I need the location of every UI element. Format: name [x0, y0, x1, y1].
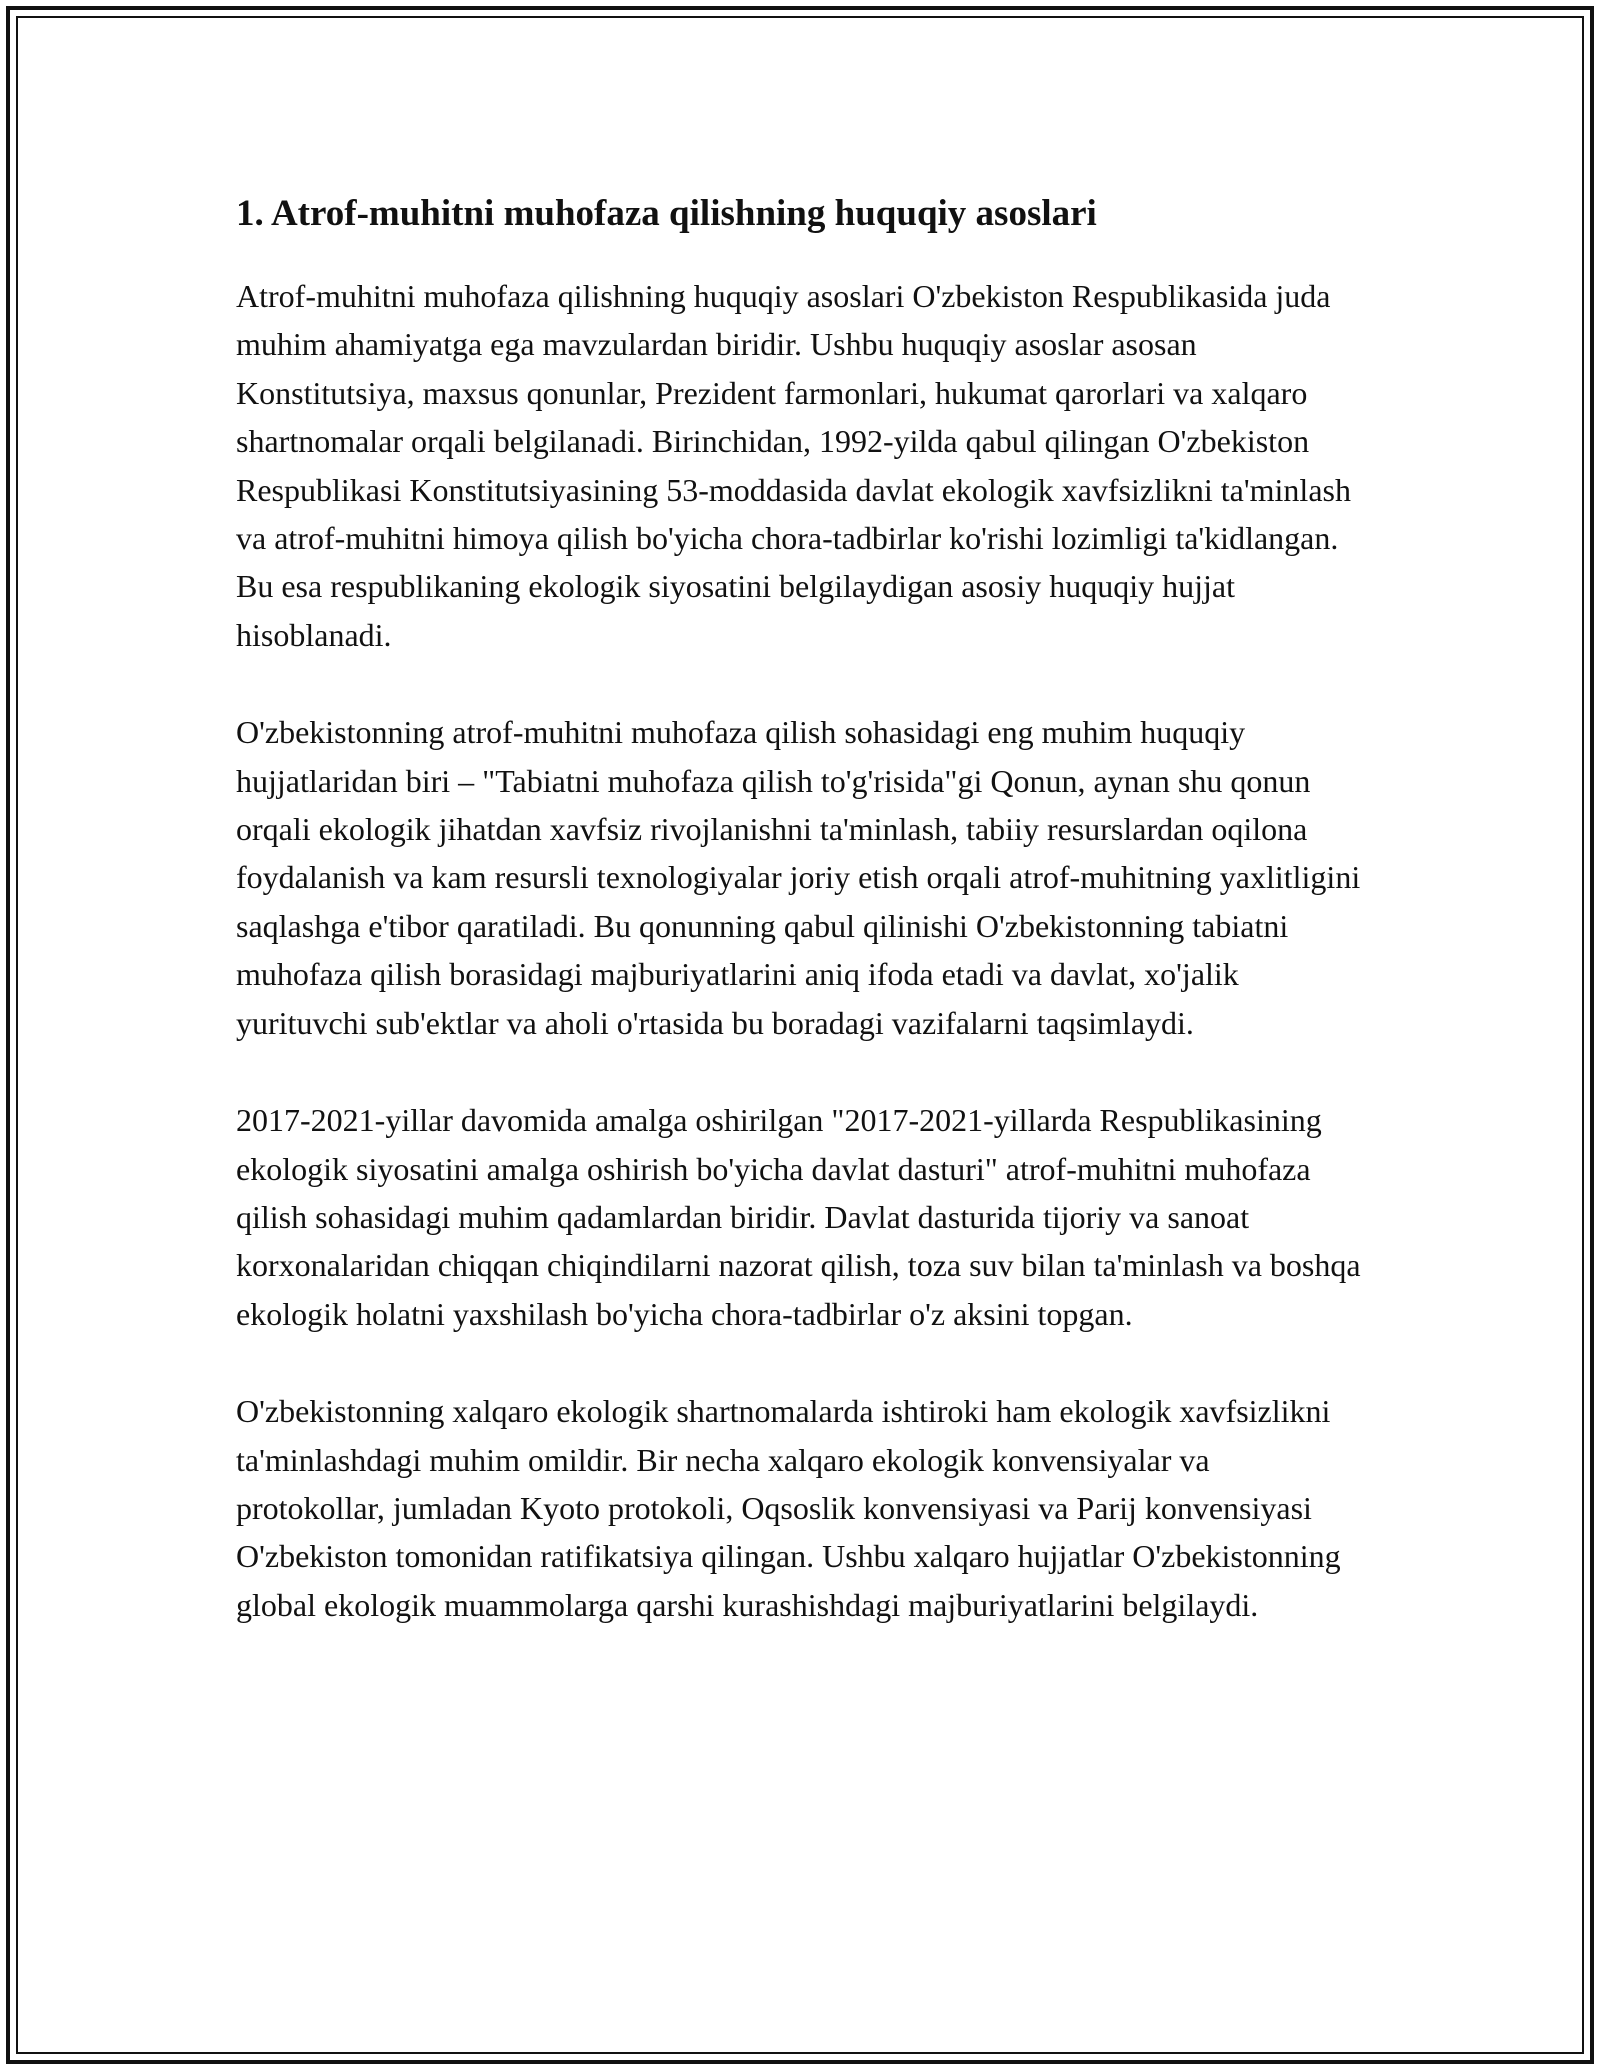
section-title: 1. Atrof-muhitni muhofaza qilishning huquqiy asoslari: [236, 193, 1097, 234]
paragraph-4: O'zbekistonning xalqaro ekologik shartnomalarda ishtiroki ham ekologik xavfsizlikni ta'minlashdagi muhim omildir. Bir necha xalqaro ekologik konvensiyalar va protokollar, jumladan Kyoto protokoli, Oqsoslik konvensiyasi va Parij konvensiyasi O'zbekiston tomonidan ratifikatsiya qilingan. Ushbu xalqaro hujjatlar O'zbekistonning global ekologik muammolarga qarshi kurashishdagi majburiyatlarini belgilaydi.: [236, 1393, 1341, 1623]
document-body: [236, 186, 1366, 1678]
paragraph-1: Atrof-muhitni muhofaza qilishning huquqiy asoslari O'zbekiston Respublikasida juda muhim ahamiyatga ega mavzulardan biridir. Ushbu huquqiy asoslar asosan Konstitutsiya, maxsus qonunlar, Prezident farmonlari, hukumat qarorlari va xalqaro shartnomalar orqali belgilanadi. Birinchidan, 1992-yilda qabul qilingan O'zbekiston Respublikasi Konstitutsiyasining 53-moddasida davlat ekologik xavfsizlikni ta'minlash va atrof-muhitni himoya qilish bo'yicha chora-tadbirlar ko'rishi lozimligi ta'kidlangan. Bu esa respublikaning ekologik siyosatini belgilaydigan asosiy huquqiy hujjat hisoblanadi.: [236, 278, 1351, 653]
paragraph-2: O'zbekistonning atrof-muhitni muhofaza qilish sohasidagi eng muhim huquqiy hujjatlaridan biri – "Tabiatni muhofaza qilish to'g'risida"gi Qonun, aynan shu qonun orqali ekologik jihatdan xavfsiz rivojlanishni ta'minlash, tabiiy resurslardan oqilona foydalanish va kam resursli texnologiyalar joriy etish orqali atrof-muhitning yaxlitligini saqlashga e'tibor qaratiladi. Bu qonunning qabul qilinishi O'zbekistonning tabiatni muhofaza qilish borasidagi majburiyatlarini aniq ifoda etadi va davlat, xo'jalik yurituvchi sub'ektlar va aholi o'rtasida bu boradagi vazifalarni taqsimlaydi.: [236, 714, 1361, 1041]
paragraph-3: 2017-2021-yillar davomida amalga oshirilgan "2017-2021-yillarda Respublikasining ekologik siyosatini amalga oshirish bo'yicha davlat dasturi" atrof-muhitni muhofaza qilish sohasidagi muhim qadamlardan biridir. Davlat dasturida tijoriy va sanoat korxonalaridan chiqqan chiqindilarni nazorat qilish, toza suv bilan ta'minlash va boshqa ekologik holatni yaxshilash bo'yicha chora-tadbirlar o'z aksini topgan.: [236, 1102, 1361, 1332]
